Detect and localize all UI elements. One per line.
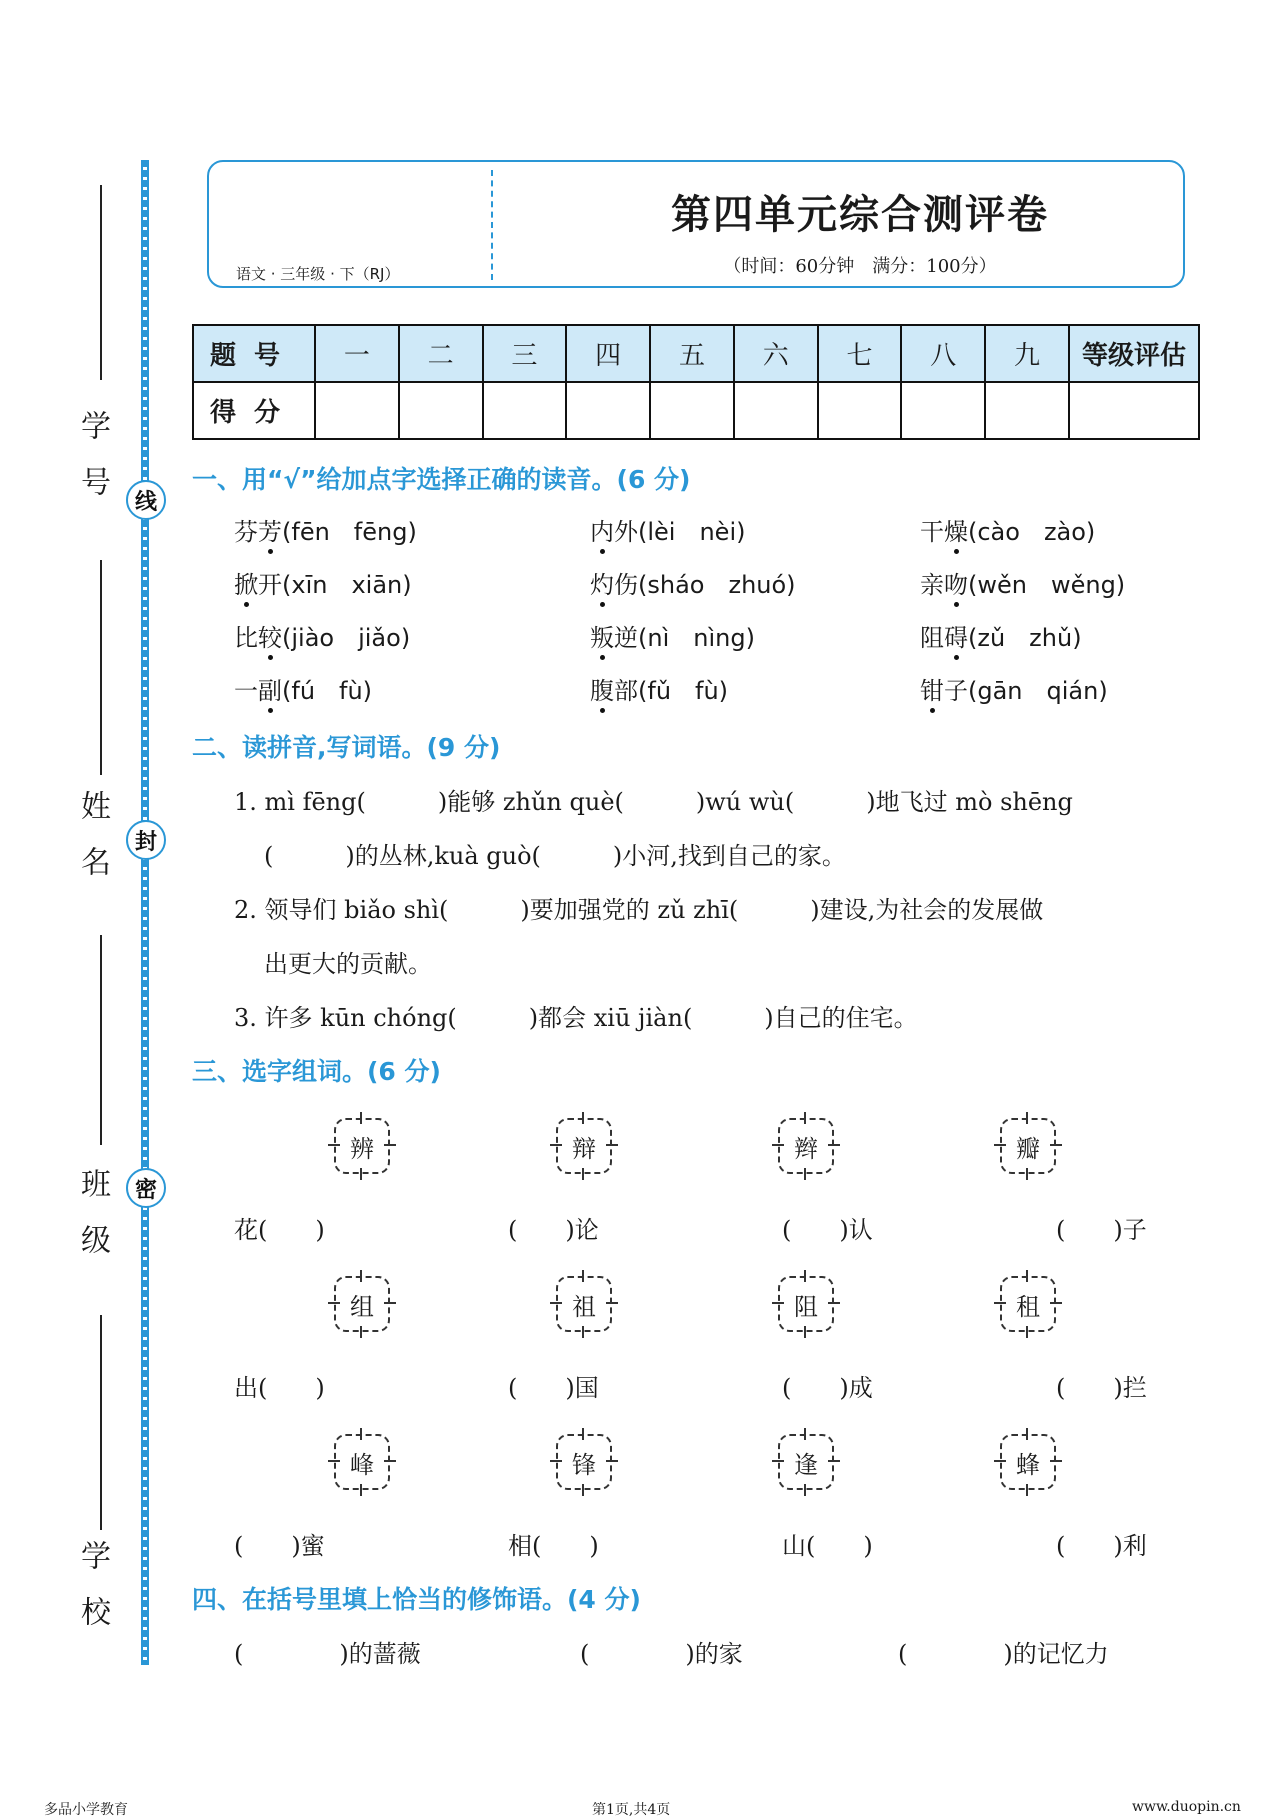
dotted-character: 腹 xyxy=(590,677,614,705)
word-blank[interactable]: ( )认 xyxy=(782,1216,873,1244)
box-tick-mark xyxy=(804,1428,806,1440)
question-number-label: 题号 xyxy=(193,325,315,382)
box-tick-mark xyxy=(994,1144,1006,1146)
class-underline xyxy=(100,935,102,1145)
box-tick-mark xyxy=(1026,1270,1028,1282)
dotted-character: 叛 xyxy=(590,624,614,652)
character-option-box xyxy=(334,1118,390,1174)
exam-title: 第四单元综合测评卷 xyxy=(671,191,1049,238)
box-tick-mark xyxy=(360,1326,362,1338)
section4-title: 四、在括号里填上恰当的修饰语。(4 分) xyxy=(192,1585,641,1614)
box-tick-mark xyxy=(328,1144,340,1146)
footer-brand: 多品小学教育 xyxy=(44,1802,128,1818)
box-tick-mark xyxy=(582,1484,584,1496)
header-divider xyxy=(491,170,493,280)
pinyin-choice-item[interactable] xyxy=(234,512,417,547)
col-3: 三 xyxy=(483,325,567,382)
word-part: 逆 xyxy=(614,624,638,652)
box-tick-mark xyxy=(582,1270,584,1282)
character-option: 蜂 xyxy=(1000,1434,1056,1490)
word-part: 芬 xyxy=(234,518,258,546)
word-blank[interactable]: 相( ) xyxy=(508,1532,599,1560)
box-tick-mark xyxy=(804,1112,806,1124)
section2-line-2: ( )的丛林,kuà guò( )小河,找到自己的家。 xyxy=(264,842,846,870)
student-id-underline xyxy=(100,185,102,380)
box-tick-mark xyxy=(1026,1326,1028,1338)
box-tick-mark xyxy=(804,1326,806,1338)
pinyin-choice-item[interactable] xyxy=(920,565,1125,600)
dotted-character: 较 xyxy=(258,624,282,652)
footer-page: 第1页,共4页 xyxy=(592,1802,671,1818)
box-tick-mark xyxy=(994,1460,1006,1462)
dotted-character: 内 xyxy=(590,518,614,546)
school-underline xyxy=(100,1315,102,1530)
subject-label: 语文 · 三年级 · 下（RJ） xyxy=(236,265,400,283)
box-tick-mark xyxy=(804,1168,806,1180)
score-cell[interactable] xyxy=(1069,382,1199,439)
box-tick-mark xyxy=(582,1428,584,1440)
col-grade: 等级评估 xyxy=(1069,325,1199,382)
pinyin-choice-item[interactable] xyxy=(234,671,372,706)
box-tick-mark xyxy=(384,1144,396,1146)
character-option: 租 xyxy=(1000,1276,1056,1332)
character-option-box xyxy=(778,1434,834,1490)
box-tick-mark xyxy=(994,1302,1006,1304)
pinyin-options[interactable]: (wěn wěng) xyxy=(968,571,1126,599)
dotted-character: 掀 xyxy=(234,571,258,599)
score-cell[interactable] xyxy=(734,382,818,439)
box-tick-mark xyxy=(804,1270,806,1282)
box-tick-mark xyxy=(1050,1460,1062,1462)
box-tick-mark xyxy=(582,1168,584,1180)
word-part: 部 xyxy=(614,677,638,705)
box-tick-mark xyxy=(550,1460,562,1462)
binding-line xyxy=(141,160,149,1665)
score-label: 得分 xyxy=(193,382,315,439)
word-part: 比 xyxy=(234,624,258,652)
box-tick-mark xyxy=(582,1326,584,1338)
word-part: 外 xyxy=(614,518,638,546)
word-blank[interactable]: ( )成 xyxy=(782,1374,873,1402)
dotted-character: 钳 xyxy=(920,677,944,705)
character-option-box xyxy=(556,1434,612,1490)
box-tick-mark xyxy=(360,1112,362,1124)
col-5: 五 xyxy=(650,325,734,382)
box-tick-mark xyxy=(606,1144,618,1146)
col-1: 一 xyxy=(315,325,399,382)
character-option-box xyxy=(778,1276,834,1332)
character-option-box xyxy=(556,1118,612,1174)
dotted-character: 碍 xyxy=(944,624,968,652)
score-cell[interactable] xyxy=(399,382,483,439)
pinyin-options[interactable]: (xīn xiān) xyxy=(282,571,412,599)
box-tick-mark xyxy=(328,1302,340,1304)
dotted-character: 吻 xyxy=(944,571,968,599)
word-part: 干 xyxy=(920,518,944,546)
character-option: 逢 xyxy=(778,1434,834,1490)
pinyin-choice-item[interactable] xyxy=(590,512,745,547)
name-label: 姓名 xyxy=(75,790,110,902)
box-tick-mark xyxy=(550,1302,562,1304)
student-id-label: 学号 xyxy=(75,410,110,522)
section4-item-2: ( )的家 xyxy=(580,1640,743,1668)
word-part: 子 xyxy=(944,677,968,705)
seal-line: 线 xyxy=(126,480,166,520)
pinyin-options[interactable]: (sháo zhuó) xyxy=(638,571,796,599)
character-option: 峰 xyxy=(334,1434,390,1490)
word-blank[interactable]: 花( ) xyxy=(234,1216,325,1244)
word-blank[interactable]: ( )拦 xyxy=(1056,1374,1147,1402)
box-tick-mark xyxy=(328,1460,340,1462)
box-tick-mark xyxy=(582,1112,584,1124)
pinyin-options[interactable]: (zǔ zhǔ) xyxy=(968,624,1082,652)
character-option-box xyxy=(778,1118,834,1174)
name-underline xyxy=(100,560,102,775)
pinyin-choice-item[interactable] xyxy=(920,618,1082,653)
box-tick-mark xyxy=(360,1168,362,1180)
score-cell[interactable] xyxy=(315,382,399,439)
word-blank[interactable]: ( )利 xyxy=(1056,1532,1147,1560)
pinyin-options[interactable]: (lèi nèi) xyxy=(638,518,746,546)
box-tick-mark xyxy=(360,1428,362,1440)
character-option-box xyxy=(334,1276,390,1332)
word-part: 开 xyxy=(258,571,282,599)
seal-secret: 密 xyxy=(126,1168,166,1208)
pinyin-options[interactable]: (gān qián) xyxy=(968,677,1108,705)
section2-line-5: 3. 许多 kūn chóng( )都会 xiū jiàn( )自己的住宅。 xyxy=(234,1004,918,1032)
box-tick-mark xyxy=(1050,1302,1062,1304)
score-cell[interactable] xyxy=(985,382,1069,439)
score-cell[interactable] xyxy=(818,382,902,439)
box-tick-mark xyxy=(550,1144,562,1146)
character-option-box xyxy=(334,1434,390,1490)
character-option: 锋 xyxy=(556,1434,612,1490)
box-tick-mark xyxy=(772,1302,784,1304)
col-6: 六 xyxy=(734,325,818,382)
box-tick-mark xyxy=(1026,1168,1028,1180)
section4-item-3: ( )的记忆力 xyxy=(898,1640,1109,1668)
pinyin-choice-item[interactable] xyxy=(590,618,755,653)
dotted-character: 芳 xyxy=(258,518,282,546)
word-part: 阻 xyxy=(920,624,944,652)
box-tick-mark xyxy=(828,1302,840,1304)
dotted-character: 灼 xyxy=(590,571,614,599)
footer-url: www.duopin.cn xyxy=(1132,1799,1241,1815)
score-cell[interactable] xyxy=(483,382,567,439)
box-tick-mark xyxy=(606,1302,618,1304)
pinyin-choice-item[interactable] xyxy=(590,671,728,706)
pinyin-options[interactable]: (fú fù) xyxy=(282,677,373,705)
character-option: 阻 xyxy=(778,1276,834,1332)
box-tick-mark xyxy=(828,1144,840,1146)
seal-seal: 封 xyxy=(126,820,166,860)
col-7: 七 xyxy=(818,325,902,382)
word-blank[interactable]: ( )蜜 xyxy=(234,1532,325,1560)
pinyin-choice-item[interactable] xyxy=(234,618,410,653)
pinyin-options[interactable]: (fēn fēng) xyxy=(282,518,417,546)
character-option: 祖 xyxy=(556,1276,612,1332)
character-option-box xyxy=(556,1276,612,1332)
school-label: 学校 xyxy=(75,1540,110,1652)
pinyin-choice-item[interactable] xyxy=(590,565,796,600)
character-option-box xyxy=(1000,1434,1056,1490)
word-part: 亲 xyxy=(920,571,944,599)
box-tick-mark xyxy=(384,1302,396,1304)
section4-item-1: ( )的蔷薇 xyxy=(234,1640,421,1668)
character-option: 辨 xyxy=(334,1118,390,1174)
character-option: 组 xyxy=(334,1276,390,1332)
section2-line-4: 出更大的贡献。 xyxy=(264,950,432,978)
word-blank[interactable]: 出( ) xyxy=(234,1374,325,1402)
character-option-box xyxy=(1000,1276,1056,1332)
pinyin-choice-item[interactable] xyxy=(920,512,1095,547)
exam-meta: （时间：60分钟 满分：100分） xyxy=(723,256,997,277)
word-part: 伤 xyxy=(614,571,638,599)
box-tick-mark xyxy=(828,1460,840,1462)
word-part: 一 xyxy=(234,677,258,705)
pinyin-choice-item[interactable] xyxy=(234,565,412,600)
word-blank[interactable]: ( )论 xyxy=(508,1216,599,1244)
pinyin-options[interactable]: (cào zào) xyxy=(968,518,1096,546)
box-tick-mark xyxy=(384,1460,396,1462)
score-cell[interactable] xyxy=(650,382,734,439)
score-cell[interactable] xyxy=(566,382,650,439)
pinyin-choice-item[interactable] xyxy=(920,671,1108,706)
col-9: 九 xyxy=(985,325,1069,382)
col-8: 八 xyxy=(901,325,985,382)
dotted-character: 燥 xyxy=(944,518,968,546)
pinyin-options[interactable]: (nì nìng) xyxy=(638,624,755,652)
score-table-header-row xyxy=(193,325,1199,382)
box-tick-mark xyxy=(360,1270,362,1282)
class-label: 班级 xyxy=(75,1168,110,1280)
box-tick-mark xyxy=(360,1484,362,1496)
section2-line-1: 1. mì fēng( )能够 zhǔn què( )wú wù( )地飞过 mò shēng xyxy=(234,788,1073,816)
box-tick-mark xyxy=(1050,1144,1062,1146)
section3-title: 三、选字组词。(6 分) xyxy=(192,1057,441,1086)
section1-title: 一、用“√”给加点字选择正确的读音。(6 分) xyxy=(192,465,691,494)
box-tick-mark xyxy=(1026,1428,1028,1440)
box-tick-mark xyxy=(772,1460,784,1462)
box-tick-mark xyxy=(772,1144,784,1146)
character-option-box xyxy=(1000,1118,1056,1174)
box-tick-mark xyxy=(804,1484,806,1496)
word-blank[interactable]: ( )子 xyxy=(1056,1216,1147,1244)
score-table-score-row xyxy=(193,382,1199,439)
section2-title: 二、读拼音,写词语。(9 分) xyxy=(192,733,501,762)
score-cell[interactable] xyxy=(901,382,985,439)
pinyin-options[interactable]: (jiào jiǎo) xyxy=(282,624,411,652)
word-blank[interactable]: ( )国 xyxy=(508,1374,599,1402)
character-option: 辩 xyxy=(556,1118,612,1174)
dotted-character: 副 xyxy=(258,677,282,705)
character-option: 瓣 xyxy=(1000,1118,1056,1174)
character-option: 辫 xyxy=(778,1118,834,1174)
word-blank[interactable]: 山( ) xyxy=(782,1532,873,1560)
col-4: 四 xyxy=(566,325,650,382)
section2-line-3: 2. 领导们 biǎo shì( )要加强党的 zǔ zhī( )建设,为社会的发展做 xyxy=(234,896,1044,924)
box-tick-mark xyxy=(1026,1484,1028,1496)
score-table xyxy=(192,324,1200,440)
pinyin-options[interactable]: (fǔ fù) xyxy=(638,677,729,705)
box-tick-mark xyxy=(606,1460,618,1462)
col-2: 二 xyxy=(399,325,483,382)
box-tick-mark xyxy=(1026,1112,1028,1124)
